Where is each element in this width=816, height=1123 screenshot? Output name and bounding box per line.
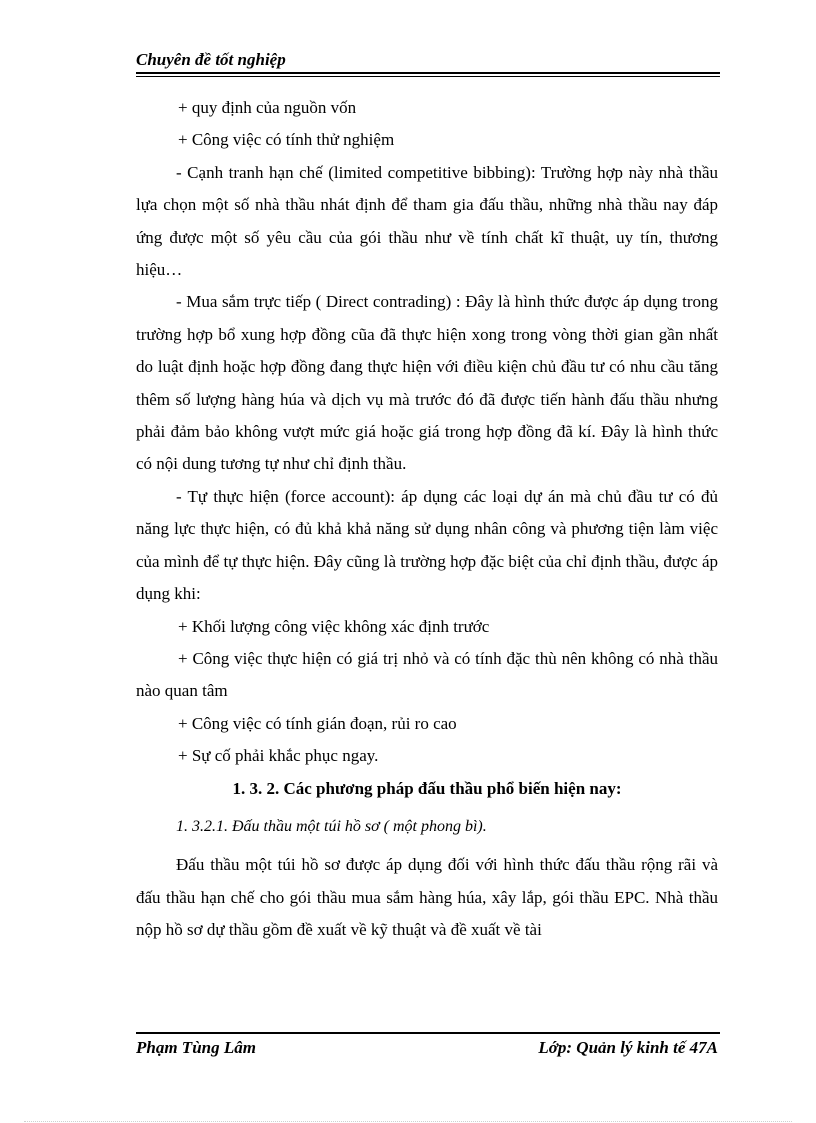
subsection-heading: 1. 3.2.1. Đấu thầu một túi hồ sơ ( một phong bì).: [176, 817, 487, 835]
paragraph-direct-contracting: - Mua sắm trực tiếp ( Direct contrading) : Đây là hình thức được áp dụng trong trường hợp bổ xung hợp đồng cũa đã thực hiện xong trong vòng thời gian gần nhất do luật định hoặc hợp đồng đang thực hiện với điều kiện chủ đầu tư có nhu cầu tăng thêm số lượng hàng húa và dịch vụ mà trước đó đã được tiến hành đấu thầu nhưng phải đảm bảo không vượt mức giá hoặc giá trong hợp đồng đã kí. Đây là hình thức có nội dung tương tự như chỉ định thầu.: [136, 292, 718, 474]
paragraph-single-envelope: Đấu thầu một túi hồ sơ được áp dụng đối với hình thức đấu thầu rộng rãi và đấu thầu hạn chế cho gói thầu mua sắm hàng húa, xây lắp, gói thầu EPC. Nhà thầu nộp hồ sơ dự thầu gồm đề xuất về kỹ thuật và đề xuất về tài: [136, 855, 718, 940]
paragraph-funding-rule: + quy định của nguồn vốn: [178, 98, 357, 117]
footer-class: Lớp: Quản lý kinh tế 47A: [538, 1038, 718, 1057]
document-body: [136, 92, 718, 947]
section-heading: 1. 3. 2. Các phương pháp đấu thầu phổ biến hiện nay:: [232, 778, 622, 798]
header-rule-thin: [136, 76, 720, 77]
header-rule-thick: [136, 72, 720, 74]
paragraph-undefined-volume: + Khối lượng công việc không xác định trước: [178, 616, 490, 636]
paragraph-small-value: + Công việc thực hiện có giá trị nhỏ và có tính đặc thù nên không có nhà thầu nào quan tâm: [136, 648, 718, 701]
paragraph-interrupted-work: + Công việc có tính gián đoạn, rủi ro cao: [178, 713, 457, 733]
footer-author: Phạm Tùng Lâm: [136, 1038, 256, 1057]
paragraph-urgent-fix: + Sự cố phải khắc phục ngay.: [178, 746, 379, 766]
footer-rule: [136, 1032, 720, 1034]
page-edge-divider: [24, 1121, 792, 1122]
document-header-title: Chuyên đề tốt nghiệp: [136, 50, 286, 69]
paragraph-experimental-work: + Công việc có tính thử nghiệm: [178, 130, 395, 150]
paragraph-limited-competitive: - Cạnh tranh hạn chế (limited competitive bibbing): Trường hợp này nhà thầu lựa chọn một số nhà thầu nhát định để tham gia đấu thầu, những nhà thầu nay đáp ứng được một số yêu cầu của gói thầu như về tính chất kĩ thuật, uy tín, thương hiệu…: [136, 162, 718, 280]
paragraph-force-account: - Tự thực hiện (force account): áp dụng các loại dự án mà chủ đầu tư có đủ năng lực thực hiện, có đủ khả khả năng sử dụng nhân công và phương tiện làm việc của mình để tự thực hiện. Đây cũng là trường hợp đặc biệt của chỉ định thầu, được áp dụng khi:: [136, 486, 718, 604]
